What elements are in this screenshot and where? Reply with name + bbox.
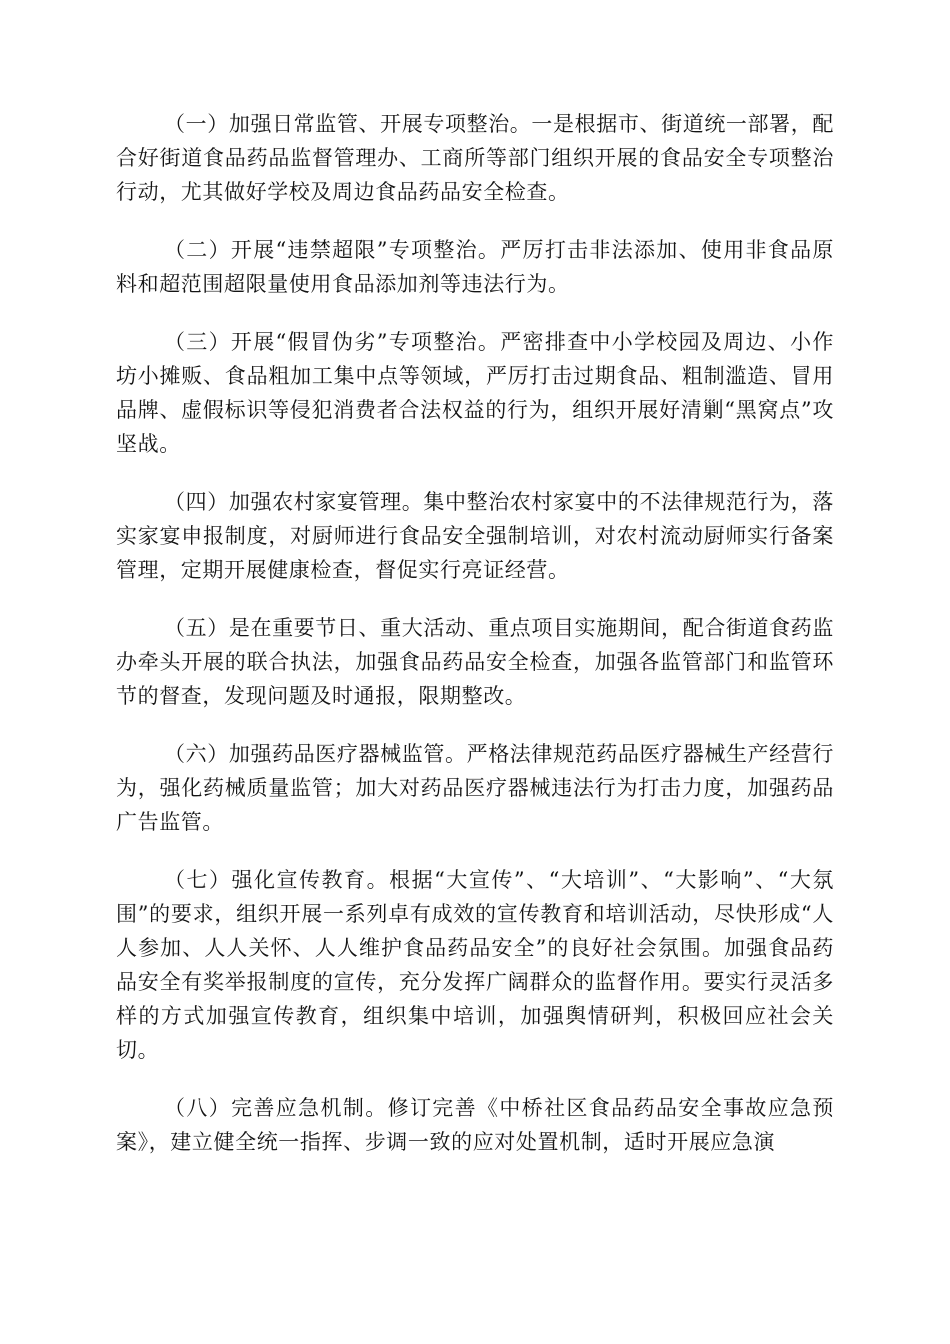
- paragraph-8: （八）完善应急机制。修订完善《中桥社区食品药品安全事故应急预案》，建立健全统一指挥、步调一致的应对处置机制，适时开展应急演: [116, 1096, 834, 1154]
- document-page: [116, 107, 834, 1183]
- paragraph-3: （三）开展“假冒伪劣”专项整治。严密排查中小学校园及周边、小作坊小摊贩、食品粗加工集中点等领域，严厉打击过期食品、粗制滥造、冒用品牌、虚假标识等侵犯消费者合法权益的行为，组织开展好清剿“黑窝点”攻坚战。: [116, 330, 834, 456]
- paragraph-5: （五）是在重要节日、重大活动、重点项目实施期间，配合街道食药监办牵头开展的联合执法，加强食品药品安全检查，加强各监管部门和监管环节的督查，发现问题及时通报，限期整改。: [116, 616, 834, 708]
- paragraph-1: （一）加强日常监管、开展专项整治。一是根据市、街道统一部署，配合好街道食品药品监督管理办、工商所等部门组织开展的食品安全专项整治行动，尤其做好学校及周边食品药品安全检查。: [116, 112, 834, 204]
- paragraph-7: （七）强化宣传教育。根据“大宣传”、“大培训”、“大影响”、“大氛围”的要求，组织开展一系列卓有成效的宣传教育和培训活动，尽快形成“人人参加、人人关怀、人人维护食品药品安全”的良好社会氛围。加强食品药品安全有奖举报制度的宣传，充分发挥广阔群众的监督作用。要实行灵活多样的方式加强宣传教育，组织集中培训，加强舆情研判，积极回应社会关切。: [116, 868, 834, 1062]
- paragraph-4: （四）加强农村家宴管理。集中整治农村家宴中的不法律规范行为，落实家宴申报制度，对厨师进行食品安全强制培训，对农村流动厨师实行备案管理，定期开展健康检查，督促实行亮证经营。: [116, 490, 834, 582]
- paragraph-6: （六）加强药品医疗器械监管。严格法律规范药品医疗器械生产经营行为，强化药械质量监管；加大对药品医疗器械违法行为打击力度，加强药品广告监管。: [116, 742, 834, 834]
- paragraph-2: （二）开展“违禁超限”专项整治。严厉打击非法添加、使用非食品原料和超范围超限量使用食品添加剂等违法行为。: [116, 238, 834, 296]
